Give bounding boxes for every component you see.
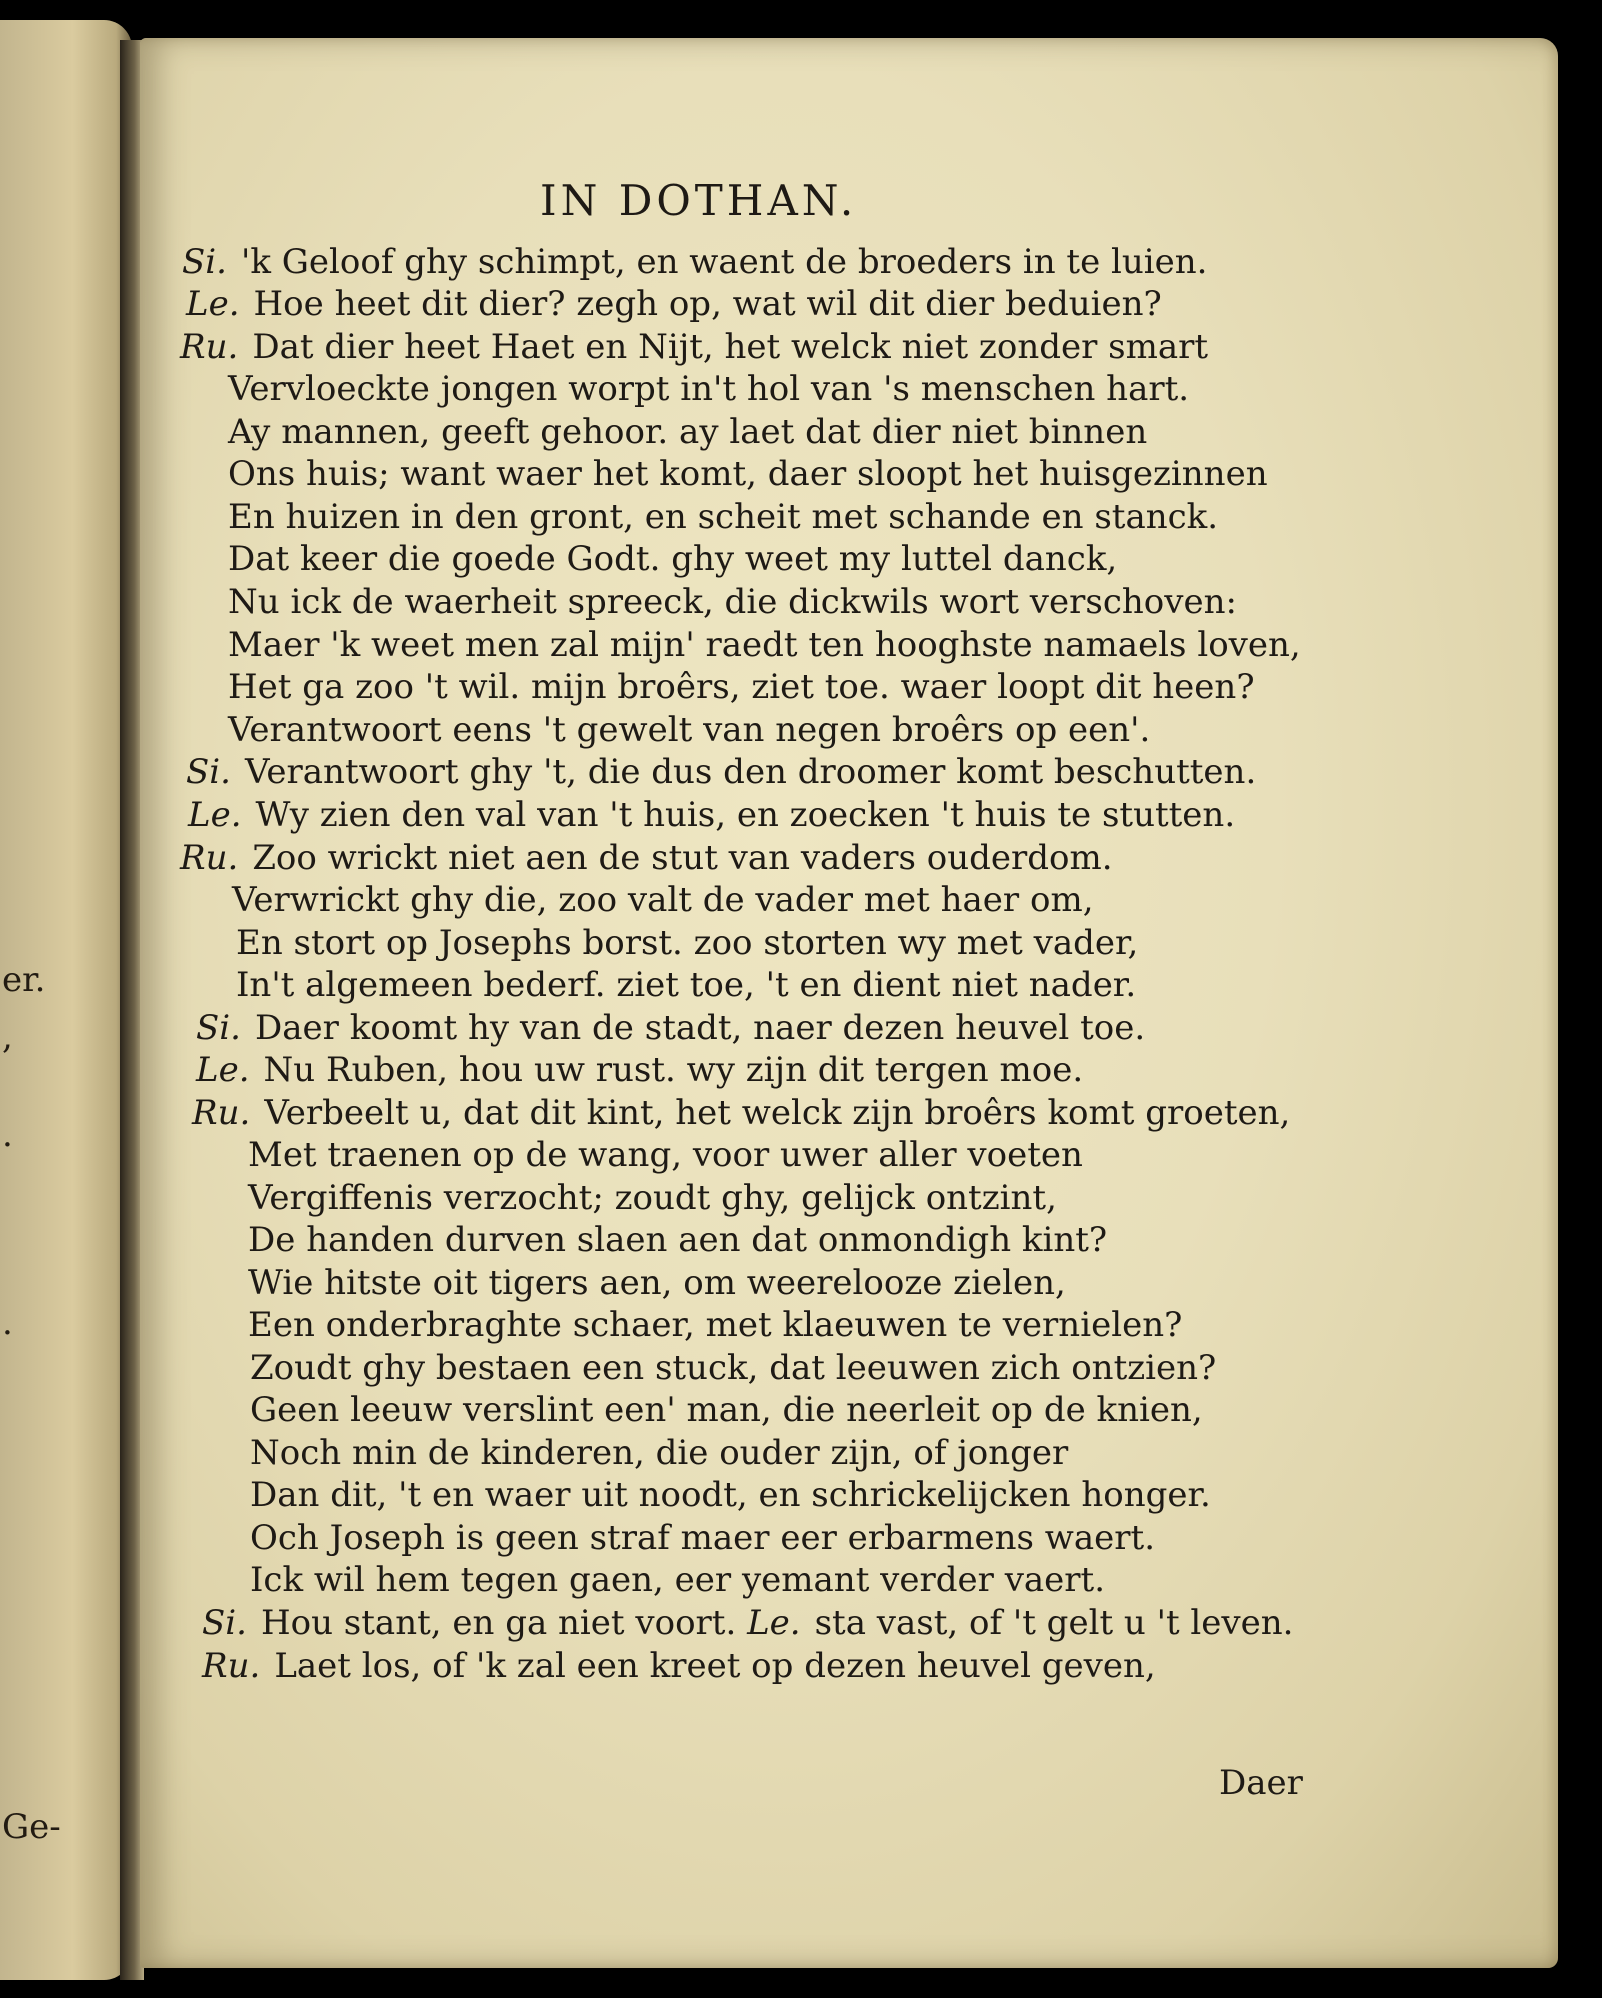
speaker-label: Si. bbox=[182, 242, 227, 282]
speaker-label: Ru. bbox=[202, 1646, 261, 1686]
line-text: Verbeelt u, dat dit kint, het welck zijn broêrs komt groeten, bbox=[264, 1093, 1291, 1133]
line-text: Ons huis; want waer het komt, daer sloopt het huisgezinnen bbox=[228, 454, 1268, 494]
verse-line bbox=[228, 582, 1237, 622]
line-text: Verantwoort ghy 't, die dus den droomer komt beschutten. bbox=[244, 752, 1257, 792]
verse-line bbox=[250, 1433, 1069, 1473]
left-page-fragment: er. bbox=[2, 960, 46, 1000]
line-text: Daer koomt hy van de stadt, naer dezen heuvel toe. bbox=[254, 1008, 1146, 1048]
speaker-label: Le. bbox=[186, 284, 240, 324]
speaker-label: Le. bbox=[188, 795, 242, 835]
line-text: Geen leeuw verslint een' man, die neerleit op de knien, bbox=[250, 1390, 1203, 1430]
line-text: Vergiffenis verzocht; zoudt ghy, gelijck ontzint, bbox=[248, 1178, 1057, 1218]
line-text: En huizen in den gront, en scheit met schande en stanck. bbox=[228, 497, 1219, 537]
verse-line bbox=[228, 454, 1268, 494]
speaker-label: Le. bbox=[747, 1603, 801, 1643]
left-page-fragment: Ge- bbox=[2, 1807, 61, 1847]
left-page-fragment: . bbox=[2, 1115, 13, 1155]
line-text: En stort op Josephs borst. zoo storten wy met vader, bbox=[236, 923, 1139, 963]
verse-line bbox=[180, 838, 1113, 878]
line-text: Met traenen op de wang, voor uwer aller voeten bbox=[248, 1135, 1083, 1175]
verse-line bbox=[250, 1560, 1106, 1600]
line-text: Wy zien den val van 't huis, en zoecken 't huis te stutten. bbox=[255, 795, 1236, 835]
verse-line bbox=[188, 795, 1236, 835]
verse-line bbox=[248, 1263, 1066, 1303]
verse-line bbox=[182, 242, 1208, 282]
verse-line bbox=[228, 710, 1151, 750]
line-text: Verwrickt ghy die, zoo valt de vader met haer om, bbox=[232, 880, 1094, 920]
catchword: Daer bbox=[1219, 1763, 1303, 1803]
line-text: sta vast, of 't gelt u 't leven. bbox=[814, 1603, 1294, 1643]
verse-line bbox=[248, 1178, 1057, 1218]
line-text: Een onderbraghte schaer, met klaeuwen te vernielen? bbox=[248, 1305, 1183, 1345]
verse-line bbox=[250, 1475, 1211, 1515]
line-text: Dan dit, 't en waer uit noodt, en schrickelijcken honger. bbox=[250, 1475, 1211, 1515]
verse-line bbox=[248, 1220, 1108, 1260]
verse-line bbox=[228, 369, 1190, 409]
left-page-edge bbox=[0, 20, 132, 1980]
verse-line bbox=[248, 1135, 1083, 1175]
verse-line bbox=[186, 284, 1162, 324]
verse-line bbox=[202, 1603, 1294, 1643]
speaker-label: Ru. bbox=[180, 327, 239, 367]
line-text: De handen durven slaen aen dat onmondigh kint? bbox=[248, 1220, 1108, 1260]
verse-line bbox=[228, 667, 1255, 707]
line-text: Wie hitste oit tigers aen, om weerelooze zielen, bbox=[248, 1263, 1066, 1303]
left-page-fragment: . bbox=[2, 1303, 13, 1343]
speaker-label: Ru. bbox=[180, 838, 239, 878]
verse-line bbox=[192, 1093, 1291, 1133]
line-text: Vervloeckte jongen worpt in't hol van 's menschen hart. bbox=[228, 369, 1190, 409]
speaker-label: Le. bbox=[196, 1050, 250, 1090]
line-text: In't algemeen bederf. ziet toe, 't en dient niet nader. bbox=[236, 965, 1137, 1005]
running-head: IN DOTHAN. bbox=[540, 176, 858, 225]
line-text: Laet los, of 'k zal een kreet op dezen heuvel geven, bbox=[274, 1646, 1156, 1686]
line-text: Ick wil hem tegen gaen, eer yemant verder vaert. bbox=[250, 1560, 1106, 1600]
speaker-label: Ru. bbox=[192, 1093, 251, 1133]
left-page-fragment: , bbox=[2, 1017, 13, 1057]
verse-line bbox=[232, 880, 1094, 920]
line-text: 'k Geloof ghy schimpt, en waent de broeders in te luien. bbox=[240, 242, 1208, 282]
line-text: Dat dier heet Haet en Nijt, het welck niet zonder smart bbox=[252, 327, 1209, 367]
verse-line bbox=[196, 1008, 1146, 1048]
verse-line bbox=[250, 1518, 1156, 1558]
line-text: Zoo wrickt niet aen de stut van vaders ouderdom. bbox=[252, 838, 1113, 878]
verse-line bbox=[228, 497, 1219, 537]
line-text: Verantwoort eens 't gewelt van negen broêrs op een'. bbox=[228, 710, 1151, 750]
speaker-label: Si. bbox=[202, 1603, 247, 1643]
line-text: Dat keer die goede Godt. ghy weet my luttel danck, bbox=[228, 539, 1118, 579]
line-text: Maer 'k weet men zal mijn' raedt ten hooghste namaels loven, bbox=[228, 625, 1301, 665]
right-page bbox=[140, 38, 1558, 1968]
verse-line bbox=[180, 327, 1209, 367]
line-text: Och Joseph is geen straf maer eer erbarmens waert. bbox=[250, 1518, 1156, 1558]
verse-line bbox=[248, 1305, 1183, 1345]
line-text: Hoe heet dit dier? zegh op, wat wil dit dier beduien? bbox=[253, 284, 1162, 324]
speaker-label: Si. bbox=[186, 752, 231, 792]
verse-line bbox=[202, 1646, 1156, 1686]
speaker-label: Si. bbox=[196, 1008, 241, 1048]
line-text: Nu ick de waerheit spreeck, die dickwils wort verschoven: bbox=[228, 582, 1237, 622]
line-text: Hou stant, en ga niet voort. bbox=[260, 1603, 737, 1643]
line-text: Nu Ruben, hou uw rust. wy zijn dit tergen moe. bbox=[263, 1050, 1084, 1090]
line-text: Ay mannen, geeft gehoor. ay laet dat dier niet binnen bbox=[228, 412, 1148, 452]
line-text: Het ga zoo 't wil. mijn broêrs, ziet toe. waer loopt dit heen? bbox=[228, 667, 1255, 707]
verse-line bbox=[196, 1050, 1084, 1090]
verse-line bbox=[250, 1348, 1217, 1388]
verse-line bbox=[236, 965, 1137, 1005]
line-text: Zoudt ghy bestaen een stuck, dat leeuwen zich ontzien? bbox=[250, 1348, 1217, 1388]
verse-line bbox=[250, 1390, 1203, 1430]
verse-line bbox=[186, 752, 1257, 792]
verse-line bbox=[236, 923, 1139, 963]
line-text: Noch min de kinderen, die ouder zijn, of jonger bbox=[250, 1433, 1069, 1473]
verse-line bbox=[228, 412, 1148, 452]
verse-line bbox=[228, 539, 1118, 579]
verse-line bbox=[228, 625, 1301, 665]
